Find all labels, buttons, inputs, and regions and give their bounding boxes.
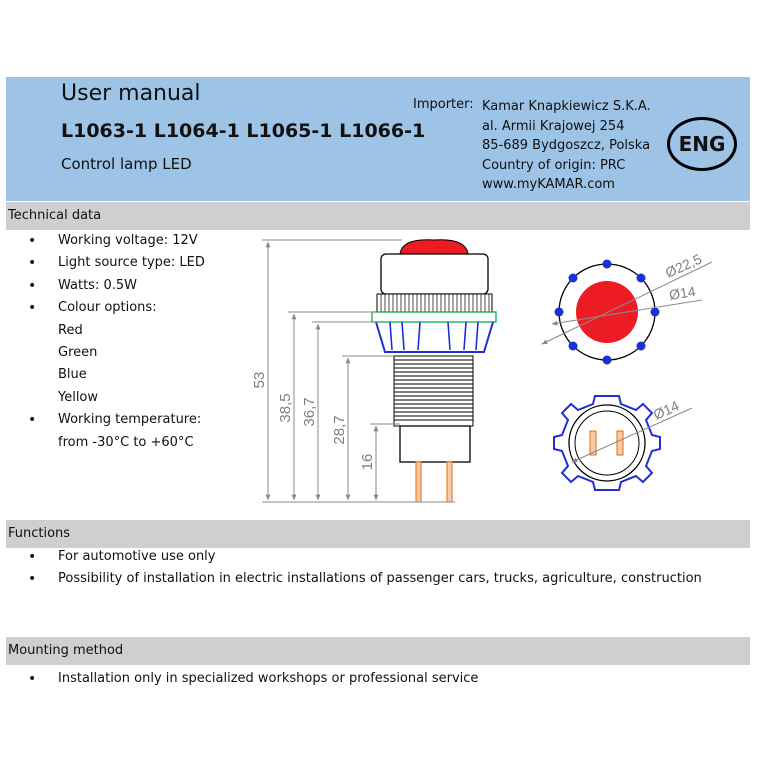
base-ring — [569, 405, 645, 481]
importer-line: www.myKAMAR.com — [482, 177, 615, 192]
side-view — [372, 240, 496, 502]
dim-label-28-7: 28,7 — [331, 415, 348, 445]
section-mounting — [6, 637, 750, 665]
diameter-label: Ø22,5 — [662, 250, 705, 281]
language-badge: ENG — [667, 117, 737, 171]
list-item: • Colour options: — [0, 297, 205, 319]
top-view — [542, 251, 712, 365]
section-heading: Mounting method — [8, 643, 124, 658]
nut-teeth — [390, 322, 478, 350]
importer-line: Country of origin: PRC — [482, 157, 626, 173]
lamp-housing — [381, 254, 488, 294]
terminal-pin — [447, 462, 452, 502]
importer-line: 85-689 Bydgoszcz, Polska — [482, 138, 651, 153]
list-item: Green — [58, 344, 98, 360]
importer-line: Kamar Knapkiewicz S.K.A. — [482, 99, 651, 114]
list-item: • Possibility of installation in electric installations of passenger cars, trucks, agriculture, construction — [0, 568, 702, 590]
list-item: • Working temperature: — [0, 409, 205, 431]
threaded-shaft — [394, 356, 473, 426]
lamp-base — [400, 426, 470, 462]
product-subtitle: Control lamp LED — [61, 155, 192, 173]
model-numbers: L1063-1 L1064-1 L1065-1 L1066-1 — [61, 120, 426, 142]
bottom-view — [554, 396, 692, 490]
list-item: Yellow — [58, 389, 99, 405]
lens-dome — [400, 240, 468, 254]
green-washer — [372, 312, 496, 322]
section-heading: Technical data — [8, 208, 102, 223]
terminal-pin — [617, 431, 623, 455]
list-item: • Light source type: LED — [0, 252, 205, 274]
importer-label: Importer: — [413, 97, 474, 112]
diameter-label: Ø14 — [667, 283, 697, 303]
mounting-list — [0, 668, 478, 690]
manual-title: User manual — [61, 81, 201, 106]
importer-line: al. Armii Krajowej 254 — [482, 118, 625, 134]
list-item: • Working voltage: 12V — [0, 230, 205, 252]
dim-label-53: 53 — [251, 371, 268, 389]
section-heading: Functions — [8, 526, 71, 541]
list-item: from -30°C to +60°C — [58, 434, 194, 450]
list-item: Blue — [58, 367, 87, 383]
terminal-pin — [416, 462, 421, 502]
list-item: • For automotive use only — [0, 546, 702, 568]
diameter-label: Ø14 — [650, 397, 682, 423]
dim-label-36-7: 36,7 — [301, 397, 318, 427]
list-item: • Installation only in specialized workshops or professional service — [0, 668, 478, 690]
dim-label-38-5: 38,5 — [277, 393, 294, 423]
list-item: Red — [58, 322, 83, 338]
dim-label-16: 16 — [359, 453, 376, 471]
section-functions — [6, 520, 750, 548]
knurled-ring — [377, 294, 492, 312]
list-item: • Watts: 0.5W — [0, 275, 205, 297]
functions-list — [0, 546, 702, 591]
